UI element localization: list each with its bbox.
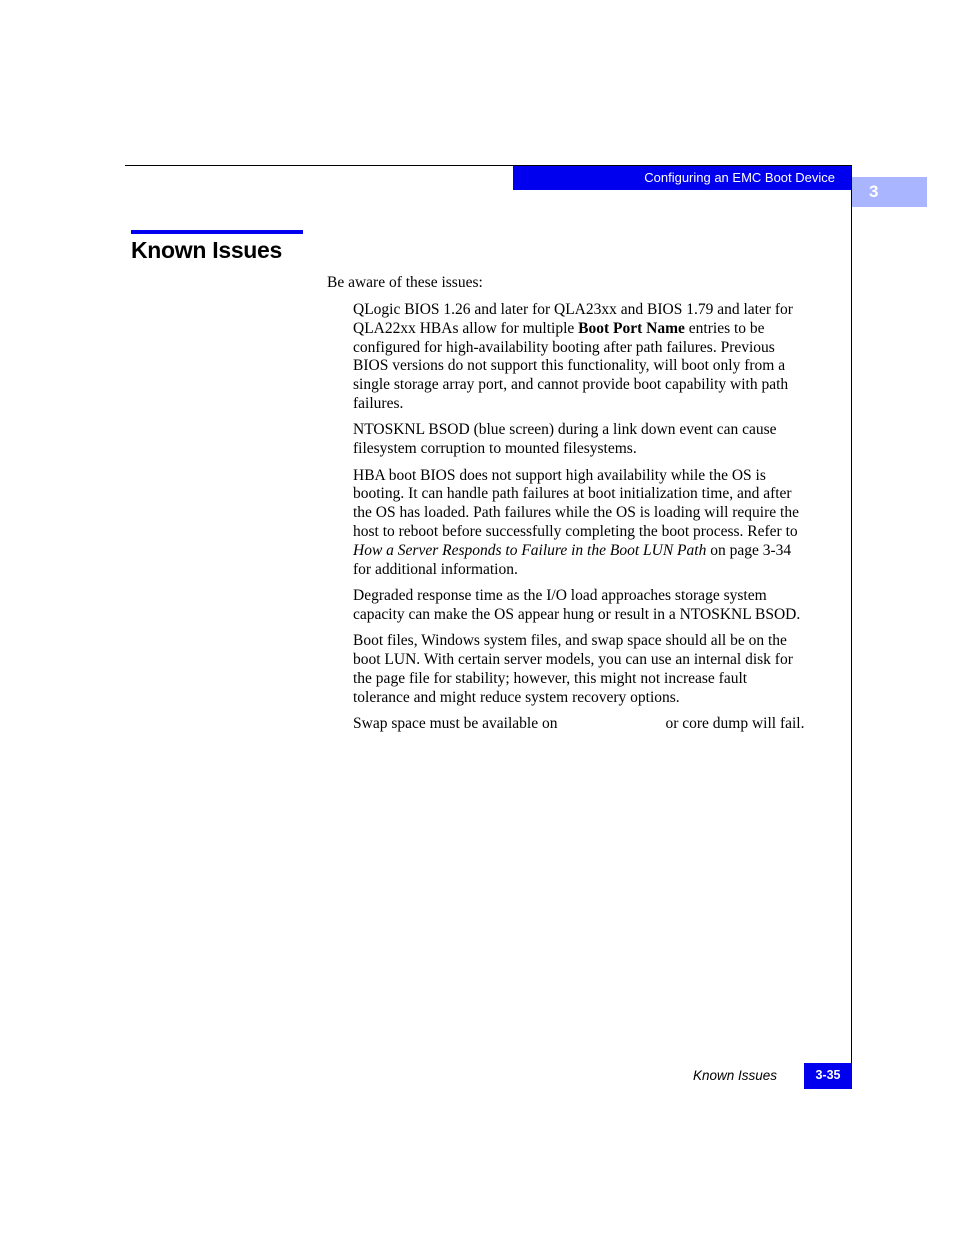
issue-text: or core dump will fail. <box>665 714 805 732</box>
margin-rule <box>851 165 852 1089</box>
issue-text: QLogic BIOS 1.26 and later for QLA23xx and BIOS 1.79 and later for QLA22xx HBAs allow for multiple <box>353 301 793 337</box>
emphasis-term: Boot Port Name <box>578 319 685 337</box>
issue-text: Swap space must be available on <box>353 714 558 732</box>
footer-section-label: Known Issues <box>692 1068 777 1083</box>
issues-list <box>353 301 805 741</box>
issue-text: entries to be configured for high-availability booting after path failures. Previous BIOS versions do not support this functionality, will boot only from a single storage array port, and cannot provide boot capability with path failures. <box>353 319 789 412</box>
cross-reference-link[interactable]: How a Server Responds to Failure in the Boot LUN Path <box>353 541 707 559</box>
issue-text: on page 3-34 for additional information. <box>353 541 792 578</box>
issue-item: NTOSKNL BSOD (blue screen) during a link down event can cause filesystem corruption to mounted filesystems. <box>353 421 777 458</box>
chapter-tab: 3 <box>852 177 927 207</box>
section-title: Known Issues <box>131 237 283 263</box>
issue-item: Boot files, Windows system files, and swap space should all be on the boot LUN. With certain server models, you can use an internal disk for the page file for stability; however, this might not increase fault tolerance and might reduce system recovery options. <box>353 632 793 706</box>
intro-text: Be aware of these issues: <box>327 274 483 291</box>
issue-text: HBA boot BIOS does not support high availability while the OS is booting. It can handle path failures at boot initialization time, and after the OS has loaded. Path failures while the OS is loading will require the host to reboot before successfully completing the boot process. Refer to <box>353 466 799 540</box>
page-number: 3-35 <box>804 1063 852 1089</box>
running-header: Configuring an EMC Boot Device <box>513 166 851 190</box>
issue-item: Degraded response time as the I/O load approaches storage system capacity can make the OS appear hung or result in a NTOSKNL BSOD. <box>353 586 801 623</box>
title-rule <box>131 230 303 234</box>
issue-item <box>353 715 805 734</box>
issue-item <box>353 301 805 414</box>
issue-item <box>353 467 805 580</box>
